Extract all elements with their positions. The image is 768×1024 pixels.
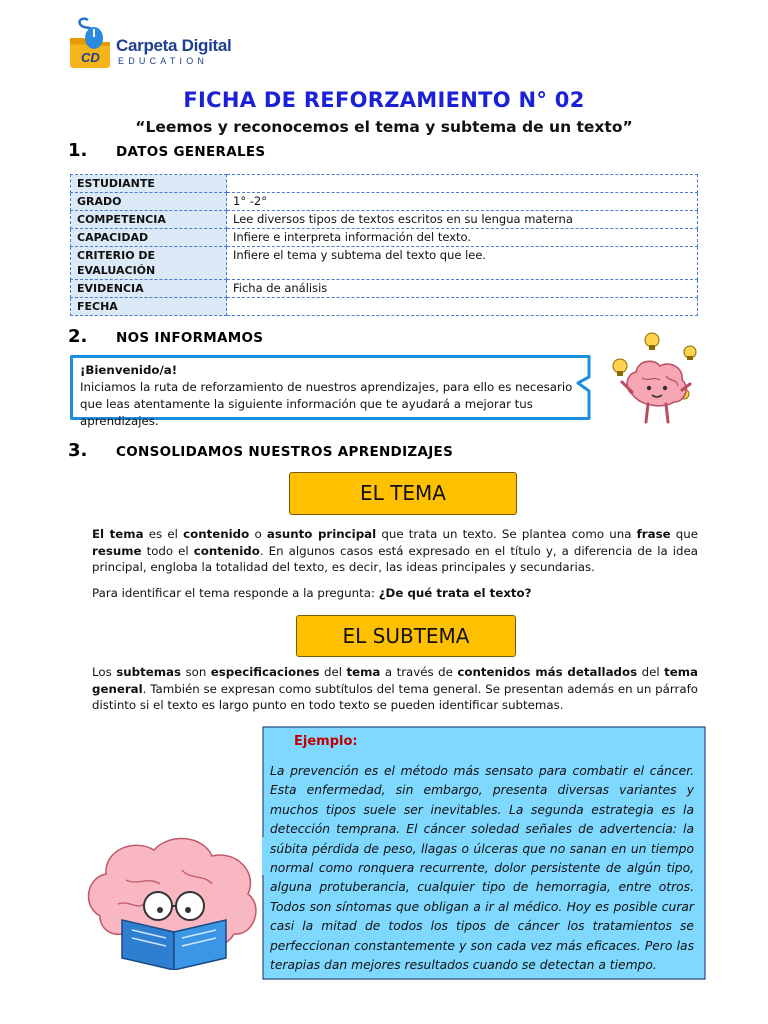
table-row	[71, 298, 698, 316]
logo-name: Carpeta Digital	[116, 36, 232, 55]
table-row	[71, 193, 698, 211]
logo-subtitle: EDUCATION	[118, 56, 209, 66]
section-number-3: 3.	[68, 440, 88, 461]
brain-reading-book-illustration	[78, 820, 268, 970]
table-row	[71, 175, 698, 193]
logo	[68, 16, 238, 72]
welcome-greeting: ¡Bienvenido/a!	[80, 363, 178, 377]
row-value-fecha[interactable]	[227, 298, 698, 316]
table-row	[71, 211, 698, 229]
welcome-text: Iniciamos la ruta de reforzamiento de nuestros aprendizajes, para ello es necesario que leas atentamente la siguiente información que te ayudará a mejorar tus aprendizajes.	[80, 380, 573, 428]
section-number-1: 1.	[68, 140, 88, 161]
logo-mark: CD	[81, 50, 100, 65]
section-title-1: DATOS GENERALES	[116, 144, 266, 160]
page-title: FICHA DE REFORZAMIENTO N° 02	[183, 88, 585, 112]
row-value-capacidad: Infiere e interpreta información del texto.	[227, 229, 698, 247]
subtema-paragraph: Los subtemas son especificaciones del tema a través de contenidos más detallados del tema general. También se expresan como subtítulos del tema general. Se presentan además en un párrafo distinto si el texto es largo punto en todo texto se pueden identificar subtemas.	[92, 665, 698, 712]
table-row	[71, 247, 698, 280]
section-title-3: CONSOLIDAMOS NUESTROS APRENDIZAJES	[116, 444, 454, 460]
el-tema-heading: EL TEMA	[289, 472, 517, 515]
section-number-2: 2.	[68, 326, 88, 347]
table-row	[71, 229, 698, 247]
lightbulb-icon	[645, 333, 659, 350]
example-callout	[262, 726, 706, 980]
row-label: EVIDENCIA	[71, 280, 227, 298]
tema-paragraph: El tema es el contenido o asunto principal que trata un texto. Se plantea como una frase que resume todo el contenido. En algunos casos está expresado en el título y, a diferencia de la idea principal, engloba la totalidad del texto, es decir, las ideas principales y secundarias.	[92, 527, 699, 574]
tema-question-paragraph: Para identificar el tema responde a la pregunta: ¿De qué trata el texto?	[92, 586, 532, 600]
row-value-grado: 1° -2°	[227, 193, 698, 211]
table-row	[71, 280, 698, 298]
lightbulb-icon	[613, 359, 627, 376]
row-value-criterio: Infiere el tema y subtema del texto que lee.	[227, 247, 698, 280]
welcome-text-block	[80, 362, 590, 430]
datos-generales-table	[70, 174, 698, 316]
el-subtema-heading: EL SUBTEMA	[296, 615, 516, 657]
row-value-evidencia: Ficha de análisis	[227, 280, 698, 298]
example-label: Ejemplo:	[294, 734, 358, 749]
row-label: CAPACIDAD	[71, 229, 227, 247]
page-subtitle: “Leemos y reconocemos el tema y subtema de un texto”	[135, 118, 633, 136]
row-label: GRADO	[71, 193, 227, 211]
row-label: CRITERIO DE EVALUACIÓN	[71, 247, 227, 280]
row-value-competencia: Lee diversos tipos de textos escritos en su lengua materna	[227, 211, 698, 229]
row-label: COMPETENCIA	[71, 211, 227, 229]
example-text: La prevención es el método más sensato para combatir el cáncer. Esta enfermedad, sin embargo, presenta diversas variantes y muchos tipos suele ser inevitables. La segunda estrategia es la detección temprana. El cáncer soledad señales de advertencia: la súbita pérdida de peso, llagas o úlceras que no sanan en un tiempo normal como ronquera recurrente, dolor persistente de algún tipo, alguna protuberancia, cualquier tipo de hemorragia, entre otros. Todos son síntomas que obligan a ir al médico. Hoy es posible curar casi la mitad de todos los tipos de cáncer los tratamientos se perfeccionan constantemente y son cada vez más eficaces. Pero las terapias dan mejores resultados cuando se detectan a tiempo.	[270, 764, 694, 973]
brain-lightbulbs-illustration	[604, 328, 708, 428]
section-title-2: NOS INFORMAMOS	[116, 330, 264, 346]
lightbulb-icon	[684, 346, 696, 360]
row-label: FECHA	[71, 298, 227, 316]
welcome-callout	[70, 355, 594, 428]
row-label: ESTUDIANTE	[71, 175, 227, 193]
row-value-estudiante[interactable]	[227, 175, 698, 193]
